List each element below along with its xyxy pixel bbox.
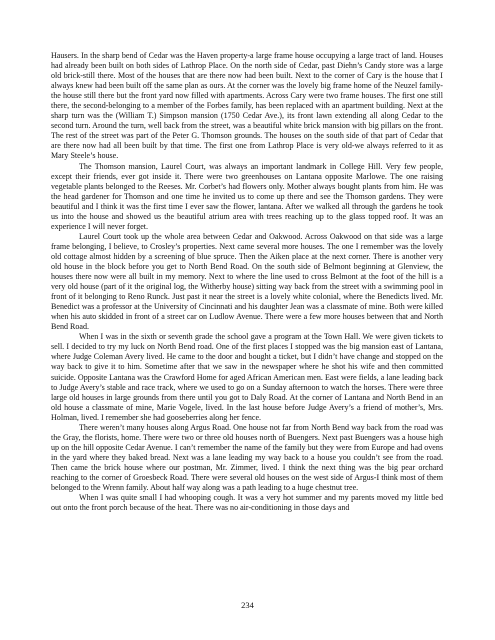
paragraph-2: The Thomson mansion, Laurel Court, was always an important landmark in College Hill. Very few people, except their friends, ever got inside it. There were two greenhouses on Lantana opposite Marlowe. The one raising vegetable plants belonged to the Reeses. Mr. Corbet’s had flowers only. Mother always bought plants from him. He was the head gardener for Thomson and one time he invited us to come up there and see the Thomson gardens. They were beautiful and I think it was the first time I ever saw the flower, lantana. After we walked all through the gardens he took us into the house and showed us the beautiful atrium area with trees reaching up to the glass topped roof. It was an experience I will never forget.	[51, 161, 443, 231]
paragraph-3: Laurel Court took up the whole area between Cedar and Oakwood. Across Oakwood on that side was a large frame belonging, I believe, to Crosley’s properties. Next came several more houses. The one I remember was the lovely old cottage almost hidden by a screening of blue spruce. Then the Aiken place at the next corner. There is another very old house in the block before you get to North Bend Road. On the south side of Belmont beginning at Glenview, the houses there now were all built in my memory. Next to where the line used to cross Belmont at the foot of the hill is a very old house (part of it the original log, the Witherby house) sitting way back from the street with a swimming pool in front of it belonging to Reno Runck. Just past it near the street is a lovely white colonial, where the Benedicts lived. Mr. Benedict was a professor at the University of Cincinnati and his daughter Jean was a classmate of mine. Both were killed when his auto skidded in front of a street car on Ludlow Avenue. There were a few more houses between that and North Bend Road.	[51, 231, 443, 332]
page-number: 234	[241, 600, 254, 610]
body-text	[51, 51, 443, 513]
paragraph-4: When I was in the sixth or seventh grade the school gave a program at the Town Hall. We were given tickets to sell. I decided to try my luck on North Bend road. One of the first places I stopped was the big mansion east of Lantana, where Judge Coleman Avery lived. He came to the door and bought a ticket, but I didn’t have change and stopped on the way back to give it to him. Sometime after that we saw in the newspaper where he shot his wife and then committed suicide. Opposite Lantana was the Crawford Home for aged African American men. East were fields, a lane leading back to Judge Avery’s stable and race track, where we used to go on a Sunday afternoon to watch the horses. There were three large old houses in large grounds from there until you got to Daly Road. At the corner of Lantana and North Bend in an old house a classmate of mine, Marie Vogele, lived. In the last house before Judge Avery’s a friend of mother’s, Mrs. Holman, lived. I remember she had gooseberries along her fence.	[51, 332, 443, 422]
paragraph-5: There weren’t many houses along Argus Road. One house not far from North Bend way back from the road was the Gray, the florists, home. There were two or three old houses north of Buengers. Next past Buengers was a house high up on the hill opposite Cedar Avenue. I can’t remember the name of the family but they were from Europe and had ovens in the yard where they baked bread. Next was a lane leading my way back to a house you couldn’t see from the road. Then came the brick house where our postman, Mr. Zimmer, lived. I think the next thing was the big pear orchard reaching to the corner of Groesbeck Road. There were several old houses on the west side of Argus-I think most of them belonged to the Wrenn family. About half way along was a path leading to a huge chestnut tree.	[51, 422, 443, 493]
paragraph-6: When I was quite small I had whooping cough. It was a very hot summer and my parents moved my little bed out onto the front porch because of the heat. There was no air-conditioning in those days and	[51, 493, 443, 513]
paragraph-1: Hausers. In the sharp bend of Cedar was the Haven property-a large frame house occupying a large tract of land. Houses had already been built on both sides of Lathrop Place. On the north side of Cedar, past Diehn’s Candy store was a large old brick-still there. Most of the houses that are there now had been built. Next to the corner of Cary is the house that I always knew had been built off the same plan as ours. At the corner was the lovely big frame home of the Neuzel family-the house still there but the front yard now filled with apartments. Across Cary were two frame houses. The first one still there, the second-belonging to a member of the Forbes family, has been replaced with an apartment building. Next at the sharp turn was the (William T.) Simpson mansion (1750 Cedar Ave.), its front lawn extending all along Cedar to the second turn. Around the turn, well back from the street, was a beautiful white brick mansion with big pillars on the front. The rest of the street was part of the Peter G. Thomson grounds. The houses on the south side of that part of Cedar that are there now had all been built by that time. The first one from Lathrop Place is very old-we always referred to it as Mary Steele’s house.	[51, 51, 443, 161]
